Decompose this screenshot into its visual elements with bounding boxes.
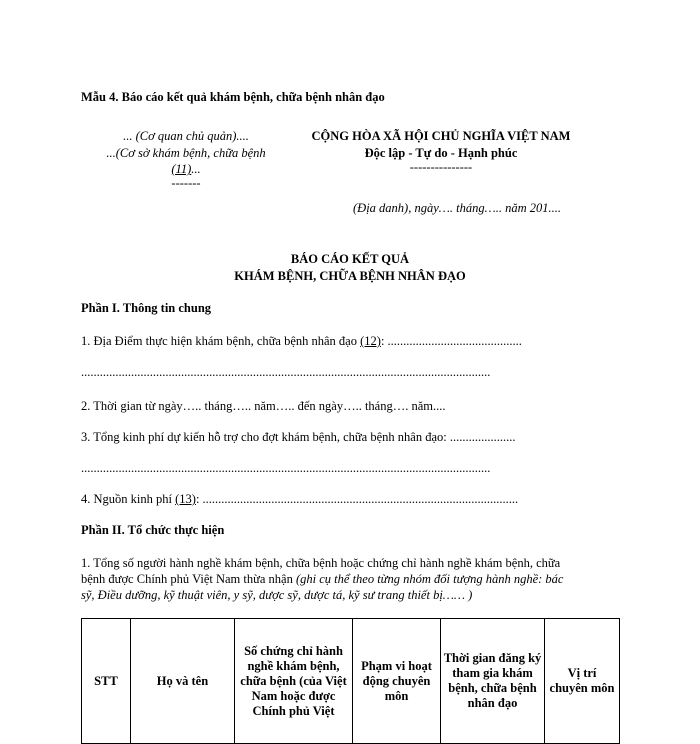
agency-separator: ------- [171, 176, 201, 190]
part1-item-3: 3. Tổng kinh phí dự kiến hỗ trợ cho đợt khám bệnh, chữa bệnh nhân đạo: ..................... [81, 430, 516, 444]
footnote-ref-12: (12) [360, 334, 381, 348]
part2-para-line-1: 1. Tổng số người hành nghề khám bệnh, chữa bệnh hoặc chứng chỉ hành nghề khám bệnh, chữa [81, 556, 561, 570]
report-title-2: KHÁM BỆNH, CHỮA BỆNH NHÂN ĐẠO [234, 269, 466, 283]
part1-heading: Phần I. Thông tin chung [81, 301, 212, 315]
header-certificate-number: Số chứng chỉ hành nghề khám bệnh, chữa bệnh (của Việt Nam hoặc được Chính phủ Việt [235, 619, 353, 744]
report-title-1: BÁO CÁO KẾT QUẢ [290, 252, 410, 266]
part1-item-1-continuation: ................................................................................................................................... [81, 365, 491, 379]
date-line: (Địa danh), ngày…. tháng….. năm 201.... [353, 201, 561, 215]
agency-line-2: ...(Cơ sở khám bệnh, chữa bệnh [106, 146, 266, 160]
header-scope: Phạm vi hoạt động chuyên môn [353, 619, 441, 744]
footnote-ref-13: (13) [175, 492, 196, 506]
national-title: CỘNG HÒA XÃ HỘI CHỦ NGHĨA VIỆT NAM [311, 129, 571, 143]
part1-item-3-continuation: ................................................................................................................................... [81, 461, 491, 475]
part2-para-line-3: sỹ, Điều dưỡng, kỹ thuật viên, y sỹ, dược sỹ, dược tá, kỹ sư trang thiết bị…… ) [81, 588, 473, 602]
part2-heading: Phần II. Tổ chức thực hiện [81, 523, 225, 537]
header-position: Vị trí chuyên môn [545, 619, 620, 744]
agency-line-3: (11)... [171, 162, 201, 176]
national-motto: Độc lập - Tự do - Hạnh phúc [364, 146, 518, 160]
part1-item-4: 4. Nguồn kinh phí (13): ..................................................................................................... [81, 492, 519, 506]
form-title: Mẫu 4. Báo cáo kết quả khám bệnh, chữa bệnh nhân đạo [81, 90, 385, 104]
footnote-ref-11: (11) [171, 162, 192, 176]
header-full-name: Họ và tên [131, 619, 235, 744]
part2-para-line-2: bệnh được Chính phủ Việt Nam thừa nhận (ghi cụ thể theo từng nhóm đối tượng hành nghề: bác [81, 572, 564, 586]
header-registration-time: Thời gian đăng ký tham gia khám bệnh, chữa bệnh nhân đạo [441, 619, 545, 744]
part1-item-2: 2. Thời gian từ ngày….. tháng….. năm….. đến ngày….. tháng…. năm.... [81, 399, 446, 413]
national-separator: --------------- [409, 160, 473, 174]
staff-table [81, 618, 620, 744]
agency-line-1: ... (Cơ quan chủ quản).... [123, 129, 249, 143]
header-stt: STT [82, 619, 131, 744]
table-header-row [82, 619, 620, 744]
part1-item-1: 1. Địa Điểm thực hiện khám bệnh, chữa bệnh nhân đạo (12): ........................................... [81, 334, 522, 348]
